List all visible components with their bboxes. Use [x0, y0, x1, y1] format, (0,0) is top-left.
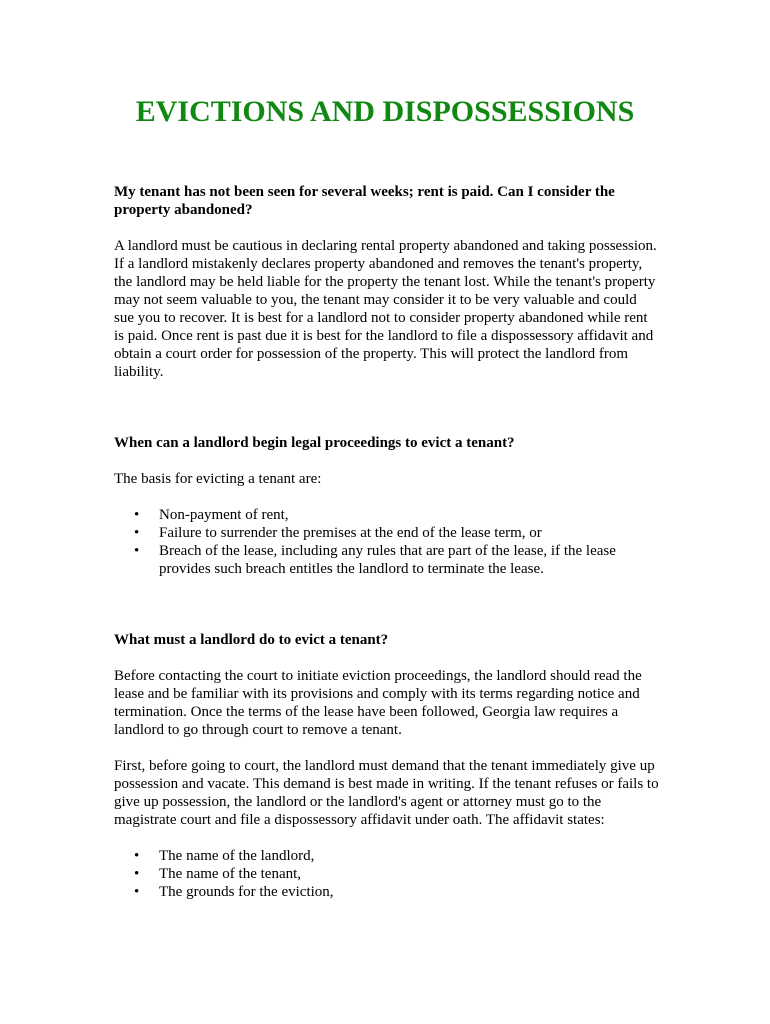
list-item-text: Failure to surrender the premises at the end of the lease term, or	[159, 525, 542, 541]
list-item-text: The name of the tenant,	[159, 866, 302, 882]
list-item	[114, 883, 659, 901]
bullet-icon: •	[134, 866, 140, 882]
bullet-icon: •	[134, 848, 140, 864]
question-legal-proceedings: When can a landlord begin legal proceedings to evict a tenant?	[114, 435, 515, 451]
answer-abandoned-property: A landlord must be cautious in declaring rental property abandoned and taking possession. If a landlord mistakenly declares property abandoned and removes the tenant's property, the landlord may be held liable for the property the tenant lost. While the tenant's property may not seem valuable to you, the tenant may consider it to be very valuable and could sue you to recover. It is best for a landlord not to consider property abandoned while rent is paid. Once rent is past due it is best for the landlord to file a dispossessory affidavit and obtain a court order for possession of the property. This will protect the landlord from liability.	[114, 238, 657, 380]
question-abandoned-property: My tenant has not been seen for several weeks; rent is paid. Can I consider the property abandoned?	[114, 184, 615, 218]
list-item	[114, 542, 659, 578]
list-item	[114, 506, 659, 524]
bullet-icon: •	[134, 543, 140, 559]
eviction-process-para-2: First, before going to court, the landlord must demand that the tenant immediately give up possession and vacate. This demand is best made in writing. If the tenant refuses or fails to give up possession, the landlord or the landlord's agent or attorney must go to the magistrate court and file a dispossessory affidavit under oath. The affidavit states:	[114, 758, 659, 828]
bullet-icon: •	[134, 884, 140, 900]
list-item	[114, 524, 659, 542]
bullet-icon: •	[134, 507, 140, 523]
affidavit-contents-list	[114, 847, 659, 901]
list-item-text: The name of the landlord,	[159, 848, 315, 864]
question-evict-tenant: What must a landlord do to evict a tenant?	[114, 632, 389, 648]
list-item-text: The grounds for the eviction,	[159, 884, 334, 900]
list-item-text: Non-payment of rent,	[159, 507, 289, 523]
eviction-basis-intro: The basis for evicting a tenant are:	[114, 471, 322, 487]
bullet-icon: •	[134, 525, 140, 541]
eviction-basis-list	[114, 506, 659, 578]
list-item-text: Breach of the lease, including any rules that are part of the lease, if the lease provides such breach entitles the landlord to terminate the lease.	[159, 543, 616, 577]
eviction-process-para-1: Before contacting the court to initiate eviction proceedings, the landlord should read the lease and be familiar with its provisions and comply with its terms regarding notice and termination. Once the terms of the lease have been followed, Georgia law requires a landlord to go through court to remove a tenant.	[114, 668, 642, 738]
list-item	[114, 847, 659, 865]
page-title: EVICTIONS AND DISPOSSESSIONS	[135, 95, 635, 128]
list-item	[114, 865, 659, 883]
